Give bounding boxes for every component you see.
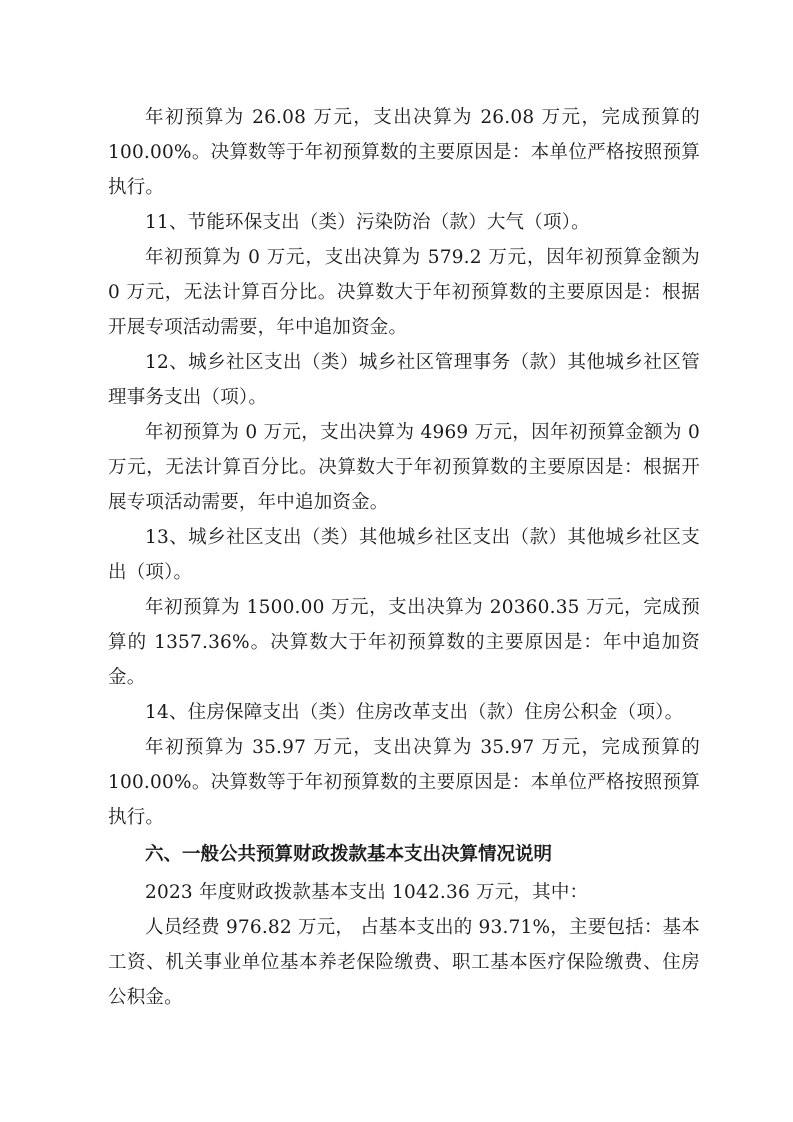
basic-expenditure-summary: 2023 年度财政拨款基本支出 1042.36 万元，其中： (145, 882, 589, 903)
item-13-heading: 13、城乡社区支出（类）其他城乡社区支出（款）其他城乡社区支出（项）。 (108, 527, 700, 583)
document-page (108, 100, 700, 1015)
paragraph-budget-12: 年初预算为 0 万元，支出决算为 4969 万元，因年初预算金额为 0 万元，无法计算百分比。决算数大于年初预算数的主要原因是：根据开展专项活动需要，年中追加资金。 (108, 422, 700, 513)
paragraph-budget-13: 年初预算为 1500.00 万元，支出决算为 20360.35 万元，完成预算的 1357.36%。决算数大于年初预算数的主要原因是：年中追加资金。 (108, 597, 700, 688)
item-12-heading: 12、城乡社区支出（类）城乡社区管理事务（款）其他城乡社区管理事务支出（项）。 (108, 352, 700, 408)
paragraph-budget-10: 年初预算为 26.08 万元，支出决算为 26.08 万元，完成预算的 100.00%。决算数等于年初预算数的主要原因是：本单位严格按照预算执行。 (108, 107, 700, 198)
section-six-heading: 六、一般公共预算财政拨款基本支出决算情况说明 (145, 844, 553, 865)
personnel-expenses-paragraph: 人员经费 976.82 万元， 占基本支出的 93.71%，主要包括：基本工资、机关事业单位基本养老保险缴费、职工基本医疗保险缴费、住房公积金。 (108, 917, 700, 1008)
paragraph-budget-11: 年初预算为 0 万元，支出决算为 579.2 万元，因年初预算金额为 0 万元，无法计算百分比。决算数大于年初预算数的主要原因是：根据开展专项活动需要，年中追加资金。 (108, 247, 700, 338)
item-14-heading: 14、住房保障支出（类）住房改革支出（款）住房公积金（项）。 (145, 702, 684, 723)
item-11-heading: 11、节能环保支出（类）污染防治（款）大气（项）。 (145, 212, 590, 233)
paragraph-budget-14: 年初预算为 35.97 万元，支出决算为 35.97 万元，完成预算的 100.00%。决算数等于年初预算数的主要原因是：本单位严格按照预算执行。 (108, 737, 700, 828)
